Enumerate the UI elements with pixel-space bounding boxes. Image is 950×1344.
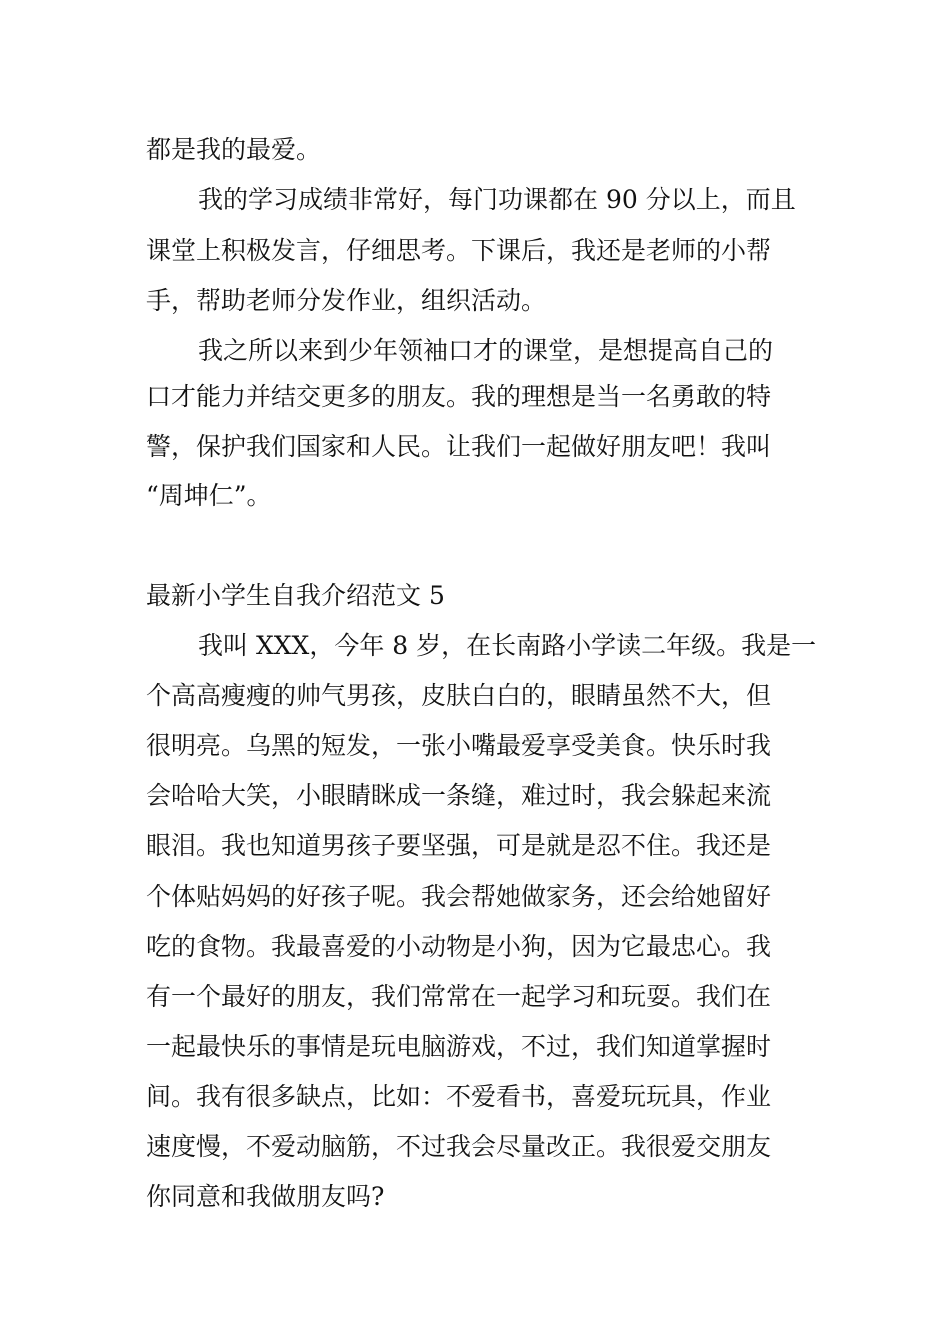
paragraph-3-line-2: 个高高瘦瘦的帅气男孩，皮肤白白的，眼睛虽然不大，但 xyxy=(146,681,772,710)
paragraph-2-line-3: 警，保护我们国家和人民。让我们一起做好朋友吧！我叫 xyxy=(146,432,772,461)
paragraph-3-line-5: 眼泪。我也知道男孩子要坚强，可是就是忍不住。我还是 xyxy=(146,831,772,860)
paragraph-3-line-10: 间。我有很多缺点，比如：不爱看书，喜爱玩玩具，作业 xyxy=(146,1082,772,1111)
paragraph-3-line-8: 有一个最好的朋友，我们常常在一起学习和玩耍。我们在 xyxy=(146,982,772,1011)
paragraph-3-line-1: 我叫 XXX，今年 8 岁，在长南路小学读二年级。我是一 xyxy=(198,631,817,660)
paragraph-3-line-4: 会哈哈大笑，小眼睛眯成一条缝，难过时，我会躲起来流 xyxy=(146,781,772,810)
paragraph-3-line-3: 很明亮。乌黑的短发，一张小嘴最爱享受美食。快乐时我 xyxy=(146,731,772,760)
paragraph-2-line-2: 口才能力并结交更多的朋友。我的理想是当一名勇敢的特 xyxy=(146,382,772,411)
continuation-line: 都是我的最爱。 xyxy=(146,135,322,164)
paragraph-3-line-7: 吃的食物。我最喜爱的小动物是小狗，因为它最忠心。我 xyxy=(146,932,772,961)
paragraph-3-line-12: 你同意和我做朋友吗? xyxy=(146,1182,385,1211)
paragraph-2-line-4: “周坤仁”。 xyxy=(146,481,272,510)
paragraph-1-line-2: 课堂上积极发言，仔细思考。下课后，我还是老师的小帮 xyxy=(146,236,772,265)
paragraph-2-line-1: 我之所以来到少年领袖口才的课堂，是想提高自己的 xyxy=(198,336,774,365)
paragraph-1-line-1: 我的学习成绩非常好，每门功课都在 90 分以上，而且 xyxy=(198,185,796,214)
paragraph-3-line-11: 速度慢，不爱动脑筋，不过我会尽量改正。我很爱交朋友 xyxy=(146,1132,772,1161)
paragraph-3-line-6: 个体贴妈妈的好孩子呢。我会帮她做家务，还会给她留好 xyxy=(146,882,772,911)
paragraph-3-line-9: 一起最快乐的事情是玩电脑游戏，不过，我们知道掌握时 xyxy=(146,1032,772,1061)
paragraph-1-line-3: 手，帮助老师分发作业，组织活动。 xyxy=(146,286,547,315)
section-heading: 最新小学生自我介绍范文 5 xyxy=(146,581,445,610)
